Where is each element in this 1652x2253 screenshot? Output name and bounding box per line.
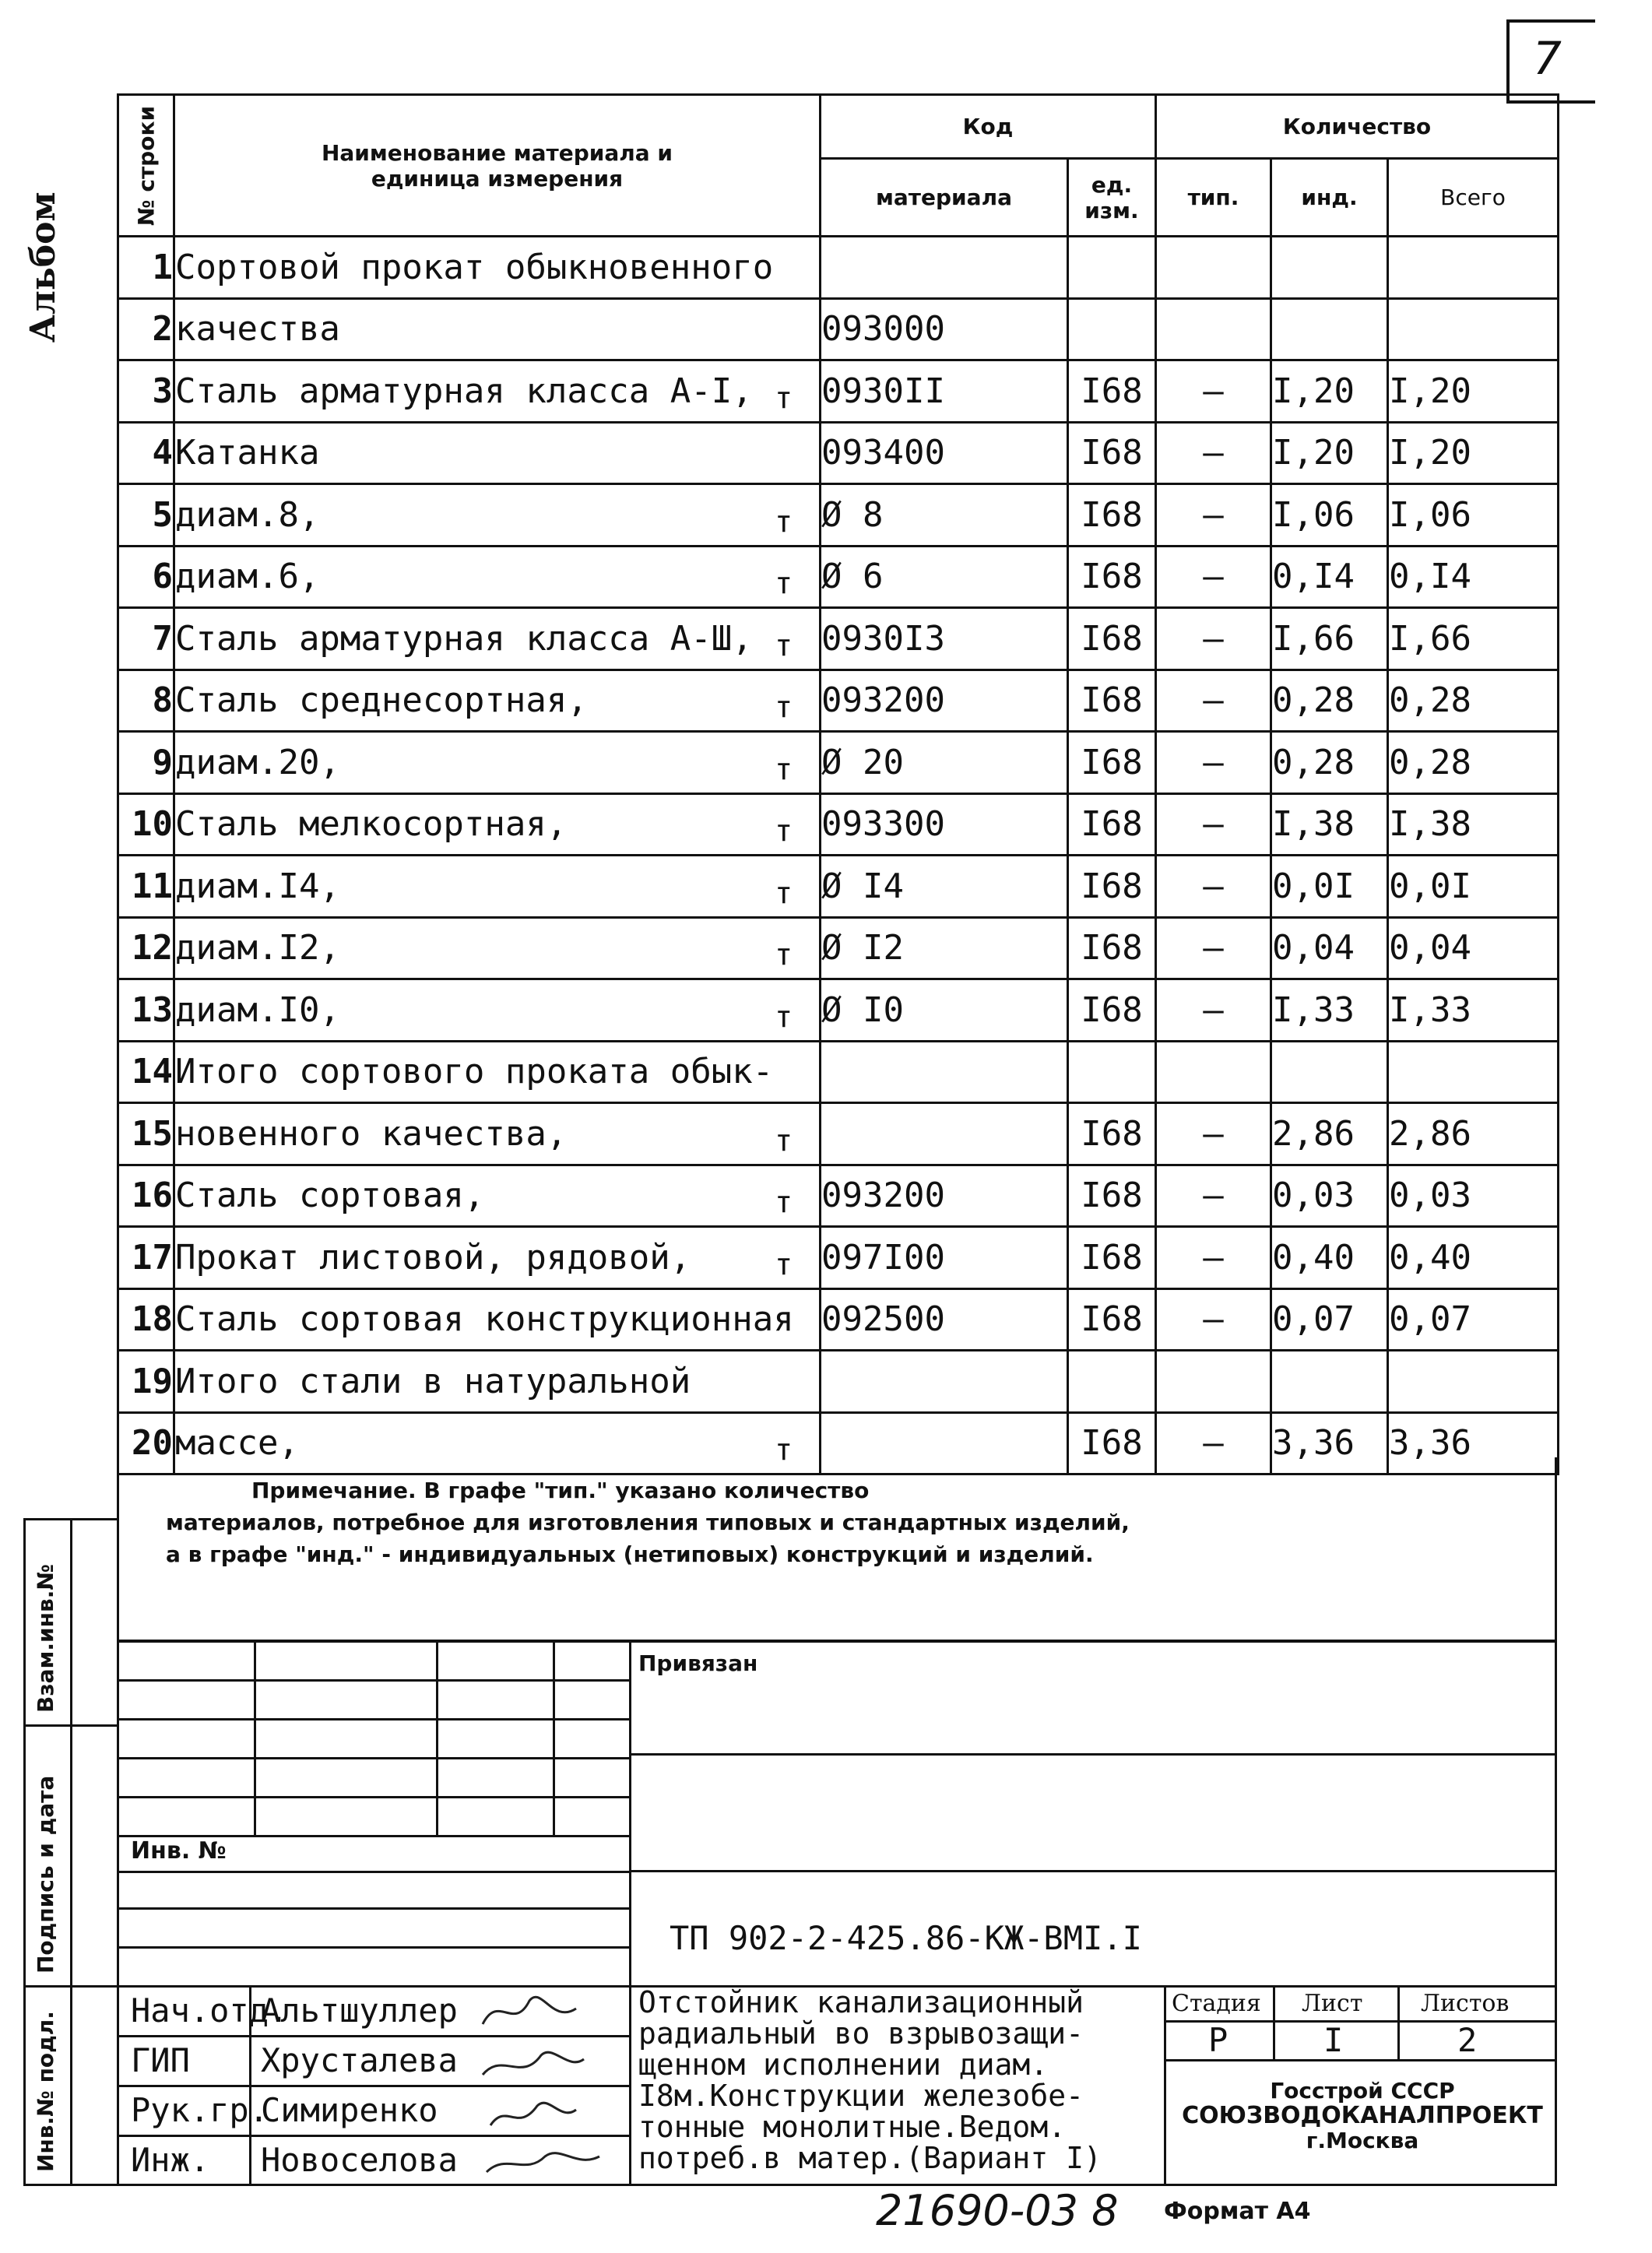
unit-letter: т: [775, 937, 793, 972]
title-line: радиальный во взрывозащи-: [638, 2016, 1084, 2051]
unit-letter: т: [775, 1123, 793, 1158]
material-name: [174, 1227, 821, 1289]
material-code: 093000: [821, 298, 1068, 360]
ind-qty: [1271, 237, 1388, 299]
total-qty: 0,04: [1388, 917, 1559, 979]
typ-qty: –: [1156, 1288, 1271, 1351]
table-row: [118, 793, 1559, 856]
typ-qty: [1156, 298, 1271, 360]
material-spec-table: [117, 93, 1559, 1475]
stage-label: Стадия: [1172, 1990, 1261, 2017]
org-line-2: СОЮЗВОДОКАНАЛПРОЕКТ: [1182, 2102, 1543, 2129]
name-khrustaleva: Хрусталева: [261, 2041, 458, 2079]
row-number: 17: [118, 1227, 174, 1289]
typ-qty: –: [1156, 1227, 1271, 1289]
material-name-text: Сталь арматурная класса А-Ш,: [175, 618, 753, 659]
row-number: 6: [118, 546, 174, 608]
table-row: [118, 1041, 1559, 1103]
note-block: [117, 1457, 1557, 1642]
total-qty: I,66: [1388, 608, 1559, 670]
total-qty: 0,03: [1388, 1165, 1559, 1227]
organization-block: [1168, 2079, 1557, 2153]
material-code: 093400: [821, 422, 1068, 484]
side-label-vzam: Взам.инв.№: [33, 1563, 58, 1713]
material-name: [174, 237, 821, 299]
unit-code: I68: [1068, 360, 1156, 423]
material-name-text: массе,: [175, 1423, 299, 1464]
row-number: 11: [118, 856, 174, 918]
name-altshuller: Альтшуллер: [261, 1991, 458, 2030]
unit-header: ед. изм.: [1068, 159, 1156, 237]
material-code: [821, 237, 1068, 299]
ind-qty: [1271, 1041, 1388, 1103]
unit-code: I68: [1068, 1227, 1156, 1289]
total-qty: I,20: [1388, 360, 1559, 423]
row-number: 19: [118, 1351, 174, 1413]
material-name-text: Сталь мелкосортная,: [175, 804, 568, 845]
unit-code: I68: [1068, 793, 1156, 856]
row-number: 13: [118, 979, 174, 1042]
unit-code: [1068, 237, 1156, 299]
total-qty: 0,28: [1388, 670, 1559, 732]
table-row: [118, 237, 1559, 299]
table-row: [118, 917, 1559, 979]
table-row: [118, 1227, 1559, 1289]
row-number: 3: [118, 360, 174, 423]
material-name-text: качества: [175, 309, 340, 350]
total-qty: I,38: [1388, 793, 1559, 856]
material-name: [174, 1041, 821, 1103]
typ-qty: –: [1156, 360, 1271, 423]
unit-code: I68: [1068, 856, 1156, 918]
material-name-text: Сталь среднесортная,: [175, 680, 588, 721]
unit-code: I68: [1068, 979, 1156, 1042]
unit-code: I68: [1068, 608, 1156, 670]
ind-qty: 0,28: [1271, 732, 1388, 794]
typ-qty: –: [1156, 979, 1271, 1042]
material-name-text: Катанка: [175, 433, 320, 473]
row-number-header: № строки: [118, 95, 174, 237]
typ-qty: [1156, 1351, 1271, 1413]
sheet-value: I: [1323, 2021, 1344, 2059]
role-ruk-gr: Рук.гр.: [131, 2091, 269, 2129]
row-number: 8: [118, 670, 174, 732]
material-name: [174, 298, 821, 360]
total-qty: 0,28: [1388, 732, 1559, 794]
material-code: Ø 8: [821, 484, 1068, 547]
typ-qty: [1156, 1041, 1271, 1103]
material-name: [174, 1165, 821, 1227]
note-text: [166, 1474, 1139, 1570]
material-name-text: Прокат листовой, рядовой,: [175, 1237, 691, 1278]
material-name-text: Итого стали в натуральной: [175, 1361, 691, 1401]
material-name: [174, 793, 821, 856]
material-name: [174, 1103, 821, 1165]
material-code: 093300: [821, 793, 1068, 856]
material-code: 0930II: [821, 360, 1068, 423]
table-row: [118, 732, 1559, 794]
unit-letter: т: [775, 690, 793, 724]
material-name: [174, 484, 821, 547]
material-code: 097I00: [821, 1227, 1068, 1289]
typ-qty: –: [1156, 1103, 1271, 1165]
material-name: [174, 979, 821, 1042]
row-number: 10: [118, 793, 174, 856]
material-code: [821, 1103, 1068, 1165]
row-number: 9: [118, 732, 174, 794]
ind-qty: I,38: [1271, 793, 1388, 856]
unit-letter: т: [775, 380, 793, 415]
row-number: 14: [118, 1041, 174, 1103]
row-number: 5: [118, 484, 174, 547]
ind-qty: I,20: [1271, 360, 1388, 423]
title-line: тонные монолитные.Ведом.: [638, 2110, 1067, 2144]
material-code: 093200: [821, 670, 1068, 732]
unit-code: I68: [1068, 1412, 1156, 1474]
unit-code: I68: [1068, 1103, 1156, 1165]
typ-qty: –: [1156, 732, 1271, 794]
total-qty: 0,40: [1388, 1227, 1559, 1289]
material-code: [821, 1351, 1068, 1413]
document-code: ТП 902-2-425.86-КЖ-ВМI.I: [670, 1919, 1142, 1957]
unit-code: I68: [1068, 546, 1156, 608]
material-code: 093200: [821, 1165, 1068, 1227]
material-name: [174, 670, 821, 732]
title-line: щенном исполнении диам.: [638, 2047, 1049, 2082]
unit-letter: т: [775, 1432, 793, 1467]
material-code: [821, 1041, 1068, 1103]
total-qty: 3,36: [1388, 1412, 1559, 1474]
ind-qty: [1271, 298, 1388, 360]
ind-qty: 0,04: [1271, 917, 1388, 979]
sheets-label: Листов: [1421, 1990, 1510, 2017]
material-name-text: Сталь сортовая,: [175, 1176, 485, 1216]
ind-qty: 3,36: [1271, 1412, 1388, 1474]
org-line-1: Госстрой СССР: [1270, 2078, 1455, 2104]
row-number: 1: [118, 237, 174, 299]
material-name-text: диам.I2,: [175, 928, 340, 968]
unit-code: I68: [1068, 1288, 1156, 1351]
material-name-text: Сталь сортовая конструкционная: [175, 1299, 794, 1340]
row-number: 15: [118, 1103, 174, 1165]
typ-qty: –: [1156, 1412, 1271, 1474]
ind-qty: 0,0I: [1271, 856, 1388, 918]
ind-qty: 0,40: [1271, 1227, 1388, 1289]
table-row: [118, 1103, 1559, 1165]
material-name: [174, 856, 821, 918]
material-name: [174, 1288, 821, 1351]
privyazan-label: Привязан: [638, 1650, 758, 1676]
table-row: [118, 484, 1559, 547]
material-code: Ø I4: [821, 856, 1068, 918]
unit-letter: т: [775, 504, 793, 539]
material-name: [174, 422, 821, 484]
format-label: Формат А4: [1164, 2198, 1311, 2225]
material-code-header: материала: [821, 159, 1068, 237]
role-nach-otd: Нач.отд.: [131, 1991, 289, 2030]
ind-header: инд.: [1271, 159, 1388, 237]
title-line: I8м.Конструкции железобе-: [638, 2079, 1084, 2113]
material-name-text: Сталь арматурная класса А-I,: [175, 371, 753, 411]
table-row: [118, 979, 1559, 1042]
row-number: 20: [118, 1412, 174, 1474]
total-header: Всего: [1388, 159, 1559, 237]
table-row: [118, 298, 1559, 360]
sheet-number: 7: [1533, 32, 1562, 85]
table-row: [118, 360, 1559, 423]
total-qty: 0,0I: [1388, 856, 1559, 918]
total-qty: [1388, 1041, 1559, 1103]
total-qty: [1388, 237, 1559, 299]
document-title: [638, 1987, 1168, 2174]
table-row: [118, 856, 1559, 918]
typ-qty: [1156, 237, 1271, 299]
material-code: Ø I0: [821, 979, 1068, 1042]
unit-letter: т: [775, 875, 793, 910]
material-code: 092500: [821, 1288, 1068, 1351]
typ-qty: –: [1156, 546, 1271, 608]
ind-qty: I,66: [1271, 608, 1388, 670]
material-name-text: Итого сортового проката обык-: [175, 1052, 774, 1092]
material-name-text: диам.I0,: [175, 989, 340, 1030]
table-row: [118, 1288, 1559, 1351]
quantity-group-header: Количество: [1156, 95, 1559, 159]
role-gip: ГИП: [131, 2041, 190, 2079]
material-name: [174, 732, 821, 794]
ind-qty: I,06: [1271, 484, 1388, 547]
row-number: 18: [118, 1288, 174, 1351]
code-group-header: Код: [821, 95, 1156, 159]
material-name: [174, 608, 821, 670]
unit-code: I68: [1068, 1165, 1156, 1227]
ind-qty: 0,I4: [1271, 546, 1388, 608]
material-code: Ø I2: [821, 917, 1068, 979]
unit-code: I68: [1068, 670, 1156, 732]
unit-letter: т: [775, 1246, 793, 1281]
unit-code: [1068, 1041, 1156, 1103]
name-novoselova: Новоселова: [261, 2141, 458, 2179]
total-qty: [1388, 1351, 1559, 1413]
material-code: 0930I3: [821, 608, 1068, 670]
material-name-text: диам.I4,: [175, 866, 340, 906]
material-name-text: диам.8,: [175, 494, 320, 535]
table-row: [118, 1165, 1559, 1227]
typ-qty: –: [1156, 856, 1271, 918]
stage-value: Р: [1208, 2021, 1228, 2059]
typ-qty: –: [1156, 670, 1271, 732]
unit-letter: т: [775, 566, 793, 600]
material-code: Ø 20: [821, 732, 1068, 794]
typ-qty: –: [1156, 608, 1271, 670]
material-name-text: диам.20,: [175, 742, 340, 782]
table-row: [118, 422, 1559, 484]
total-qty: I,06: [1388, 484, 1559, 547]
note-line-rest: материалов, потребное для изготовления типовых и стандартных изделий, а в графе "инд." - индивидуальных (нетиповых) конструкций и изделий.: [166, 1510, 1130, 1567]
ind-qty: 2,86: [1271, 1103, 1388, 1165]
table-row: [118, 546, 1559, 608]
table-row: [118, 1351, 1559, 1413]
material-name: [174, 360, 821, 423]
ind-qty: [1271, 1351, 1388, 1413]
sheet-label: Лист: [1302, 1990, 1363, 2017]
unit-code: I68: [1068, 917, 1156, 979]
ind-qty: 0,07: [1271, 1288, 1388, 1351]
row-number: 7: [118, 608, 174, 670]
album-label: Альбом: [23, 192, 63, 343]
material-name-text: диам.6,: [175, 557, 320, 597]
typ-qty: –: [1156, 793, 1271, 856]
material-name-header: Наименование материала и единица измерения: [174, 95, 821, 237]
unit-letter: т: [775, 1185, 793, 1219]
ind-qty: 0,28: [1271, 670, 1388, 732]
typ-header: тип.: [1156, 159, 1271, 237]
typ-qty: –: [1156, 422, 1271, 484]
row-number: 4: [118, 422, 174, 484]
typ-qty: –: [1156, 484, 1271, 547]
material-name: [174, 1351, 821, 1413]
side-label-podpis: Подпись и дата: [33, 1775, 58, 1974]
unit-code: [1068, 1351, 1156, 1413]
material-name: [174, 917, 821, 979]
signatures-graphic: [467, 1977, 623, 2188]
material-code: Ø 6: [821, 546, 1068, 608]
role-inzh: Инж.: [131, 2141, 210, 2179]
org-line-3: г.Москва: [1306, 2128, 1419, 2153]
total-qty: I,20: [1388, 422, 1559, 484]
unit-letter: т: [775, 627, 793, 663]
total-qty: [1388, 298, 1559, 360]
title-line: Отстойник канализационный: [638, 1985, 1084, 2019]
inv-no-label: Инв. №: [131, 1837, 227, 1865]
ind-qty: I,33: [1271, 979, 1388, 1042]
unit-code: I68: [1068, 732, 1156, 794]
unit-code: I68: [1068, 422, 1156, 484]
total-qty: 0,I4: [1388, 546, 1559, 608]
ind-qty: I,20: [1271, 422, 1388, 484]
row-number: 12: [118, 917, 174, 979]
note-line-1: Примечание. В графе "тип." указано количество: [251, 1478, 870, 1503]
table-row: [118, 670, 1559, 732]
sheets-value: 2: [1457, 2021, 1478, 2059]
typ-qty: –: [1156, 917, 1271, 979]
material-name-text: Сортовой прокат обыкновенного: [175, 247, 774, 287]
table-row: [118, 608, 1559, 670]
total-qty: 2,86: [1388, 1103, 1559, 1165]
unit-letter: т: [775, 814, 793, 848]
typ-qty: –: [1156, 1165, 1271, 1227]
material-name-text: новенного качества,: [175, 1113, 568, 1154]
ind-qty: 0,03: [1271, 1165, 1388, 1227]
side-label-inv: Инв.№ подл.: [33, 2011, 58, 2172]
row-number: 16: [118, 1165, 174, 1227]
total-qty: 0,07: [1388, 1288, 1559, 1351]
row-number: 2: [118, 298, 174, 360]
name-simirenko: Симиренко: [261, 2091, 438, 2129]
sheet-number-box: [1506, 19, 1595, 104]
unit-letter: т: [775, 751, 793, 786]
material-name: [174, 546, 821, 608]
handwritten-inventory-number: 21690-03 8: [876, 2186, 1119, 2235]
unit-letter: т: [775, 999, 793, 1034]
unit-code: I68: [1068, 484, 1156, 547]
total-qty: I,33: [1388, 979, 1559, 1042]
unit-code: [1068, 298, 1156, 360]
title-line: потреб.в матер.(Вариант I): [638, 2141, 1102, 2175]
